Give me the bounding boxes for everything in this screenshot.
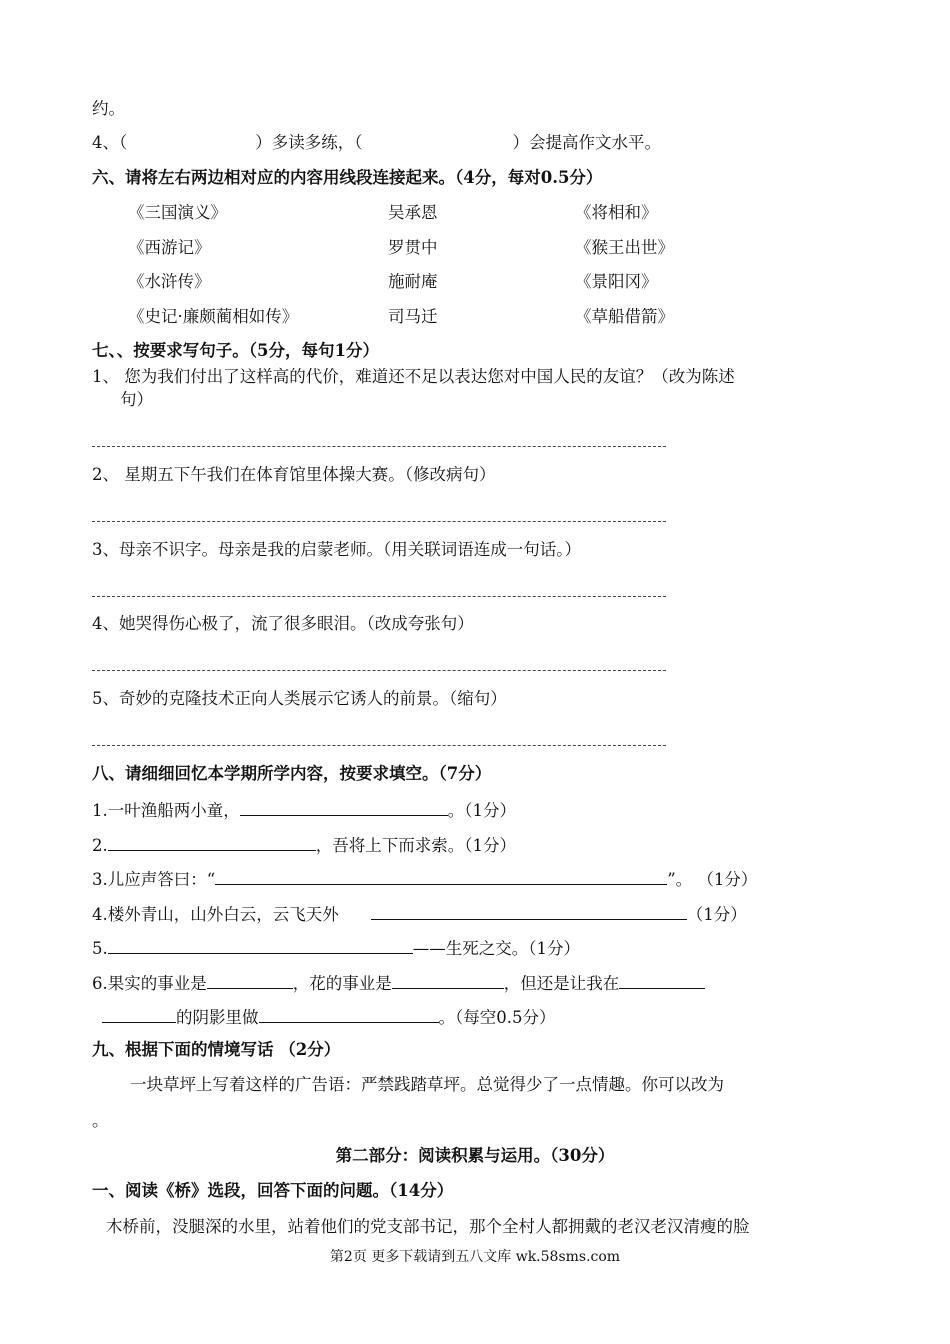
fill-text: ——生死之交。（1分） (412, 939, 580, 958)
fill-line-7 (102, 1004, 556, 1029)
q4-part-b: ）多读多练，（ (255, 133, 363, 152)
fill-text: 2. (92, 836, 108, 855)
fill-blank[interactable] (108, 935, 413, 954)
fill-blank[interactable] (619, 970, 705, 989)
book-item[interactable]: 《三国演义》 (128, 203, 227, 222)
story-item[interactable]: 《草船借箭》 (575, 306, 674, 326)
fill-text: 的阴影里做 (176, 1008, 259, 1027)
q4-part-a: 4、（ (92, 133, 128, 152)
fill-line-6 (92, 970, 705, 995)
author-item[interactable]: 司马迁 (388, 306, 438, 326)
section-9-paragraph-end: 。 (92, 1111, 109, 1130)
sentence-q3: 3、母亲不识字。母亲是我的启蒙老师。（用关联词语连成一句话。） (92, 540, 581, 559)
fill-line-3 (92, 866, 757, 891)
fill-blank[interactable] (240, 797, 448, 816)
fill-text: 3.儿应声答曰：“ (92, 870, 216, 889)
stories-column (575, 202, 674, 340)
fill-text: 5. (92, 939, 108, 958)
section-9-title: 九、根据下面的情境写话 （2分） (92, 1040, 341, 1059)
book-item[interactable]: 《西游记》 (128, 237, 211, 257)
question-4 (92, 132, 661, 154)
answer-line[interactable] (92, 446, 666, 447)
answer-line[interactable] (92, 521, 666, 522)
fill-line-5 (92, 935, 580, 960)
story-item[interactable]: 《将相和》 (575, 203, 658, 222)
section-8-title: 八、请细细回忆本学期所学内容，按要求填空。（7分） (92, 764, 492, 783)
answer-line[interactable] (92, 745, 666, 746)
sentence-q4: 4、她哭得伤心极了，流了很多眼泪。（改成夸张句） (92, 614, 474, 633)
sentence-q5: 5、奇妙的克隆技术正向人类展示它诱人的前景。（缩句） (92, 689, 507, 708)
fill-text: （1分） (686, 905, 747, 924)
fill-blank[interactable] (207, 970, 293, 989)
fill-line-2 (92, 832, 516, 857)
authors-column (388, 202, 438, 340)
book-item[interactable]: 《水浒传》 (128, 272, 211, 291)
answer-line[interactable] (92, 596, 666, 597)
fill-text: 4.楼外青山，山外白云，云飞天外 (92, 905, 339, 924)
fill-blank[interactable] (108, 832, 316, 851)
q4-part-c: ）会提高作文水平。 (512, 133, 661, 152)
author-item[interactable]: 吴承恩 (388, 203, 438, 222)
fill-blank[interactable] (371, 901, 687, 920)
fill-blank[interactable] (102, 1004, 176, 1023)
intro-tail: 约。 (92, 99, 125, 118)
story-item[interactable]: 《猴王出世》 (575, 237, 674, 257)
fill-line-1 (92, 797, 516, 822)
fill-text: ”。 （1分） (667, 870, 758, 889)
fill-text: 6.果实的事业是 (92, 974, 207, 993)
fill-blank[interactable] (392, 970, 504, 989)
author-item[interactable]: 施耐庵 (388, 272, 438, 291)
sentence-q2: 2、 星期五下午我们在体育馆里体操大赛。（修改病句） (92, 465, 496, 484)
fill-text: ，吾将上下而求索。（1分） (315, 836, 516, 855)
fill-text: ，花的事业是 (292, 974, 392, 993)
fill-line-4 (92, 901, 747, 926)
fill-blank[interactable] (259, 1004, 439, 1023)
sentence-q1: 1、 您为我们付出了这样高的代价，难道还不足以表达您对中国人民的友谊？（改为陈述 (92, 367, 735, 386)
fill-blank[interactable] (215, 866, 667, 885)
section-9-paragraph: 一块草坪上写着这样的广告语：严禁践踏草坪。总觉得少了一点情趣。你可以改为 (130, 1075, 724, 1094)
answer-line[interactable] (92, 670, 666, 671)
books-column (128, 202, 298, 340)
book-item[interactable]: 《史记·廉颇蔺相如传》 (128, 306, 299, 326)
story-item[interactable]: 《景阳冈》 (575, 272, 658, 291)
reading-paragraph: 木桥前，没腿深的水里，站着他们的党支部书记，那个全村人都拥戴的老汉老汉清瘦的脸 (106, 1217, 750, 1236)
reading-section-title: 一、阅读《桥》选段，回答下面的问题。（14分） (92, 1181, 454, 1200)
fill-text: ，但还是让我在 (503, 974, 620, 993)
part-2-title: 第二部分：阅读积累与运用。（30分） (335, 1146, 615, 1165)
sentence-q1-cont: 句） (120, 390, 153, 409)
section-6-title: 六、请将左右两边相对应的内容用线段连接起来。（4分，每对0.5分） (92, 168, 603, 187)
fill-text: 1.一叶渔船两小童， (92, 801, 240, 820)
fill-text: 。（1分） (447, 801, 516, 820)
page-footer: 第2页 更多下载请到五八文库 wk.58sms.com (329, 1249, 621, 1265)
section-7-title: 七、、按要求写句子。（5分，每句1分） (92, 341, 379, 360)
fill-text: 。（每空0.5分） (438, 1008, 556, 1027)
author-item[interactable]: 罗贯中 (388, 237, 438, 257)
